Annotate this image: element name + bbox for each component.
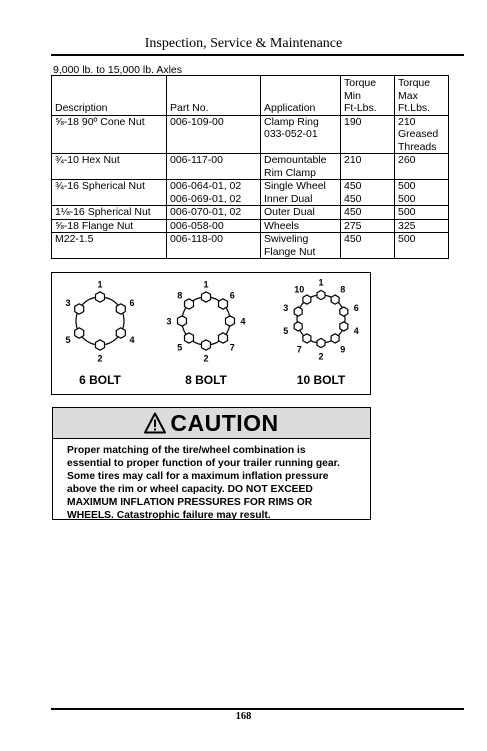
cell-part-no: 006-064-01, 02 006-069-01, 02 (167, 180, 261, 206)
bolt-pattern-8 (166, 280, 245, 388)
table-row (52, 233, 449, 259)
bolt-number: 8 (177, 290, 183, 301)
lug-nut-icon (317, 290, 325, 299)
cell-application: Single Wheel Inner Dual (261, 180, 341, 206)
bolt-number: 3 (166, 316, 172, 327)
page-number: 168 (235, 711, 252, 722)
cell-description: ¾-10 Hex Nut (52, 154, 167, 180)
bolt-number: 7 (229, 342, 235, 353)
bolt-pattern-figure (51, 272, 371, 395)
cell-min: 450 (341, 233, 395, 259)
bolt-number: 8 (340, 284, 346, 295)
caution-line: essential to proper function of your trailer running gear. (67, 458, 340, 469)
cell-application: Wheels (261, 219, 341, 233)
bolt-number: 5 (65, 335, 71, 345)
cell-description: ¾-16 Spherical Nut (52, 180, 167, 206)
table-row (52, 115, 449, 154)
cell-min: 190 (341, 115, 395, 154)
caution-line: Some tires may call for a maximum inflation pressure (67, 471, 329, 482)
lug-nut-icon (75, 304, 84, 314)
lug-nut-icon (226, 316, 235, 326)
torque-table (51, 75, 449, 259)
bolt-number: 4 (240, 316, 246, 327)
bolt-circle (76, 297, 124, 345)
lug-nut-icon (340, 307, 348, 316)
footer-divider (51, 708, 464, 710)
lug-nut-icon (219, 333, 228, 343)
table-row (52, 219, 449, 233)
bolt-number: 2 (318, 351, 324, 362)
cell-max: 210 Greased Threads (395, 115, 449, 154)
lug-nut-icon (116, 328, 125, 338)
bolt-number: 6 (129, 298, 135, 308)
bolt-number: 1 (97, 279, 103, 290)
bolt-pattern-10 (283, 278, 358, 388)
bolt-number: 7 (296, 344, 302, 355)
bolt-number: 1 (318, 277, 324, 288)
bolt-pattern-label: 10 BOLT (296, 373, 346, 387)
cell-min: 275 (341, 219, 395, 233)
header-part-no: Part No. (167, 76, 261, 116)
cell-part-no: 006-058-00 (167, 219, 261, 233)
cell-min: 450 (341, 206, 395, 220)
page-title: Inspection, Service & Maintenance (144, 36, 343, 51)
cell-description: M22-1.5 (52, 233, 167, 259)
cell-description: ⅝-18 Flange Nut (52, 219, 167, 233)
bolt-number: 5 (177, 342, 183, 353)
cell-description: ⅝-18 90º Cone Nut (52, 115, 167, 154)
cell-max: 325 (395, 219, 449, 233)
lug-nut-icon (303, 295, 311, 304)
table-caption: 9,000 lb. to 15,000 lb. Axles (53, 64, 183, 76)
bolt-number: 2 (97, 353, 103, 364)
bolt-number: 2 (203, 353, 209, 364)
lug-nut-icon (294, 322, 302, 331)
lug-nut-icon (202, 340, 211, 350)
caution-header (53, 408, 370, 439)
bolt-number: 3 (65, 298, 71, 308)
bolt-number: 6 (229, 290, 235, 301)
caution-text (67, 444, 367, 522)
caution-line: MAXIMUM INFLATION PRESSURES FOR RIMS OR (67, 497, 313, 508)
lug-nut-icon (96, 292, 105, 302)
bolt-pattern-diagram (52, 273, 372, 396)
header-divider (51, 54, 464, 56)
cell-application: Outer Dual (261, 206, 341, 220)
lug-nut-icon (202, 292, 211, 302)
header-torque-min: Torque Min Ft-Lbs. (341, 76, 395, 116)
lug-nut-icon (331, 295, 339, 304)
cell-description: 1⅛-16 Spherical Nut (52, 206, 167, 220)
cell-part-no: 006-070-01, 02 (167, 206, 261, 220)
lug-nut-icon (185, 299, 194, 309)
warning-triangle-icon (144, 412, 166, 434)
caution-title: CAUTION (170, 410, 279, 436)
table-row (52, 206, 449, 220)
bolt-number: 5 (283, 325, 289, 336)
bolt-pattern-label: 6 BOLT (79, 373, 121, 387)
header-application: Application (261, 76, 341, 116)
lug-nut-icon (317, 338, 325, 347)
bolt-number: 9 (340, 344, 346, 355)
cell-min: 210 (341, 154, 395, 180)
lug-nut-icon (178, 316, 187, 326)
cell-part-no: 006-118-00 (167, 233, 261, 259)
bolt-pattern-label: 8 BOLT (185, 373, 227, 387)
caution-line: Proper matching of the tire/wheel combination is (67, 445, 306, 456)
cell-max: 500 (395, 206, 449, 220)
cell-max: 500 500 (395, 180, 449, 206)
bolt-number: 3 (283, 303, 289, 314)
lug-nut-icon (303, 334, 311, 343)
cell-min: 450 450 (341, 180, 395, 206)
bolt-number: 4 (353, 325, 359, 336)
bolt-number: 10 (294, 284, 305, 295)
cell-application: Clamp Ring 033-052-01 (261, 115, 341, 154)
bolt-number: 1 (203, 279, 209, 290)
cell-application: Demountable Rim Clamp (261, 154, 341, 180)
header-description: Description (52, 76, 167, 116)
lug-nut-icon (116, 304, 125, 314)
lug-nut-icon (340, 322, 348, 331)
cell-max: 500 (395, 233, 449, 259)
lug-nut-icon (96, 340, 105, 350)
caution-line: WHEELS. Catastrophic failure may result. (67, 510, 271, 521)
caution-box (52, 407, 371, 520)
table-body (52, 115, 449, 259)
table-row (52, 154, 449, 180)
cell-part-no: 006-109-00 (167, 115, 261, 154)
bolt-pattern-6 (65, 280, 134, 388)
cell-max: 260 (395, 154, 449, 180)
lug-nut-icon (331, 334, 339, 343)
table-row (52, 180, 449, 206)
lug-nut-icon (75, 328, 84, 338)
caution-line: above the rim or wheel capacity. DO NOT EXCEED (67, 484, 313, 495)
cell-part-no: 006-117-00 (167, 154, 261, 180)
bolt-number: 4 (129, 335, 135, 345)
table-header-row (52, 76, 449, 116)
cell-application: Swiveling Flange Nut (261, 233, 341, 259)
lug-nut-icon (294, 307, 302, 316)
lug-nut-icon (219, 299, 228, 309)
bolt-number: 6 (353, 303, 359, 314)
lug-nut-icon (185, 333, 194, 343)
header-torque-max: Torque Max Ft.Lbs. (395, 76, 449, 116)
